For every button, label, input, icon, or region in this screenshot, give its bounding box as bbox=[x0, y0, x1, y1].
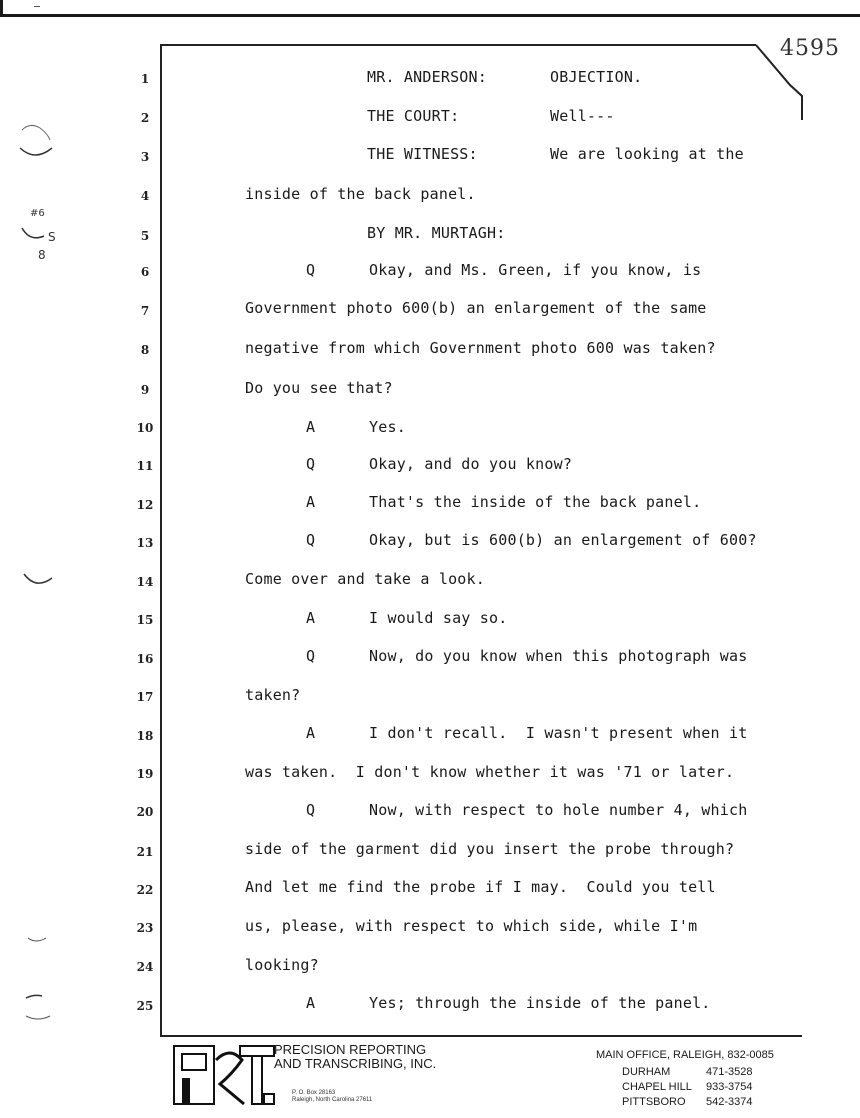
firm-name-line2: AND TRANSCRIBING, INC. bbox=[274, 1056, 437, 1071]
line-number: 20 bbox=[136, 805, 154, 819]
line-number: 7 bbox=[140, 304, 150, 318]
qa-marker: A bbox=[306, 418, 316, 436]
line-text: Now, do you know when this photograph was bbox=[369, 647, 748, 665]
line-number: 24 bbox=[136, 960, 154, 974]
office-phone: 933-3754 bbox=[706, 1081, 753, 1093]
qa-marker: Q bbox=[306, 647, 316, 665]
line-text: side of the garment did you insert the probe through? bbox=[245, 840, 735, 858]
line-text: We are looking at the bbox=[550, 145, 744, 163]
line-number: 9 bbox=[140, 383, 150, 397]
line-text: Okay, but is 600(b) an enlargement of 600? bbox=[369, 531, 757, 549]
line-text: And let me find the probe if I may. Could you tell bbox=[245, 878, 716, 896]
margin-mark-hash: #6 bbox=[30, 208, 45, 219]
line-number: 8 bbox=[140, 343, 150, 357]
line-text: Come over and take a look. bbox=[245, 570, 485, 588]
office-phone: 542-3374 bbox=[706, 1096, 753, 1108]
line-text: Do you see that? bbox=[245, 379, 393, 397]
page-number: 4595 bbox=[780, 36, 840, 61]
line-number: 15 bbox=[136, 613, 154, 627]
line-number: 14 bbox=[136, 575, 154, 589]
line-number: 25 bbox=[136, 999, 154, 1013]
line-text: Now, with respect to hole number 4, which bbox=[369, 801, 748, 819]
line-text: Well--- bbox=[550, 107, 615, 125]
speaker-label: THE COURT: bbox=[367, 107, 460, 125]
line-number: 18 bbox=[136, 729, 154, 743]
office-city: PITTSBORO bbox=[622, 1096, 686, 1108]
line-text: Yes. bbox=[369, 418, 406, 436]
firm-address-line1: P. O. Box 28163 bbox=[292, 1090, 336, 1096]
line-number: 6 bbox=[140, 265, 150, 279]
line-text: taken? bbox=[245, 686, 301, 704]
line-text: inside of the back panel. bbox=[245, 185, 476, 203]
line-number: 2 bbox=[140, 111, 150, 125]
main-office: MAIN OFFICE, RALEIGH, 832-0085 bbox=[596, 1049, 774, 1061]
qa-marker: Q bbox=[306, 531, 316, 549]
line-text: looking? bbox=[245, 956, 319, 974]
firm-name bbox=[274, 1043, 436, 1071]
line-text: us, please, with respect to which side, while I'm bbox=[245, 917, 698, 935]
firm-address-line2: Raleigh, North Carolina 27611 bbox=[292, 1097, 373, 1103]
frame-folded-corner bbox=[0, 0, 860, 120]
line-text: Okay, and do you know? bbox=[369, 455, 573, 473]
margin-mark-8: 8 bbox=[38, 248, 46, 262]
line-text: Government photo 600(b) an enlargement of the same bbox=[245, 299, 707, 317]
line-number: 11 bbox=[136, 459, 154, 473]
line-number: 22 bbox=[136, 883, 154, 897]
line-number: 19 bbox=[136, 767, 154, 781]
qa-marker: Q bbox=[306, 801, 316, 819]
line-text: OBJECTION. bbox=[550, 68, 643, 86]
line-text: negative from which Government photo 600 was taken? bbox=[245, 339, 716, 357]
line-number: 4 bbox=[140, 189, 150, 203]
office-phone: 471-3528 bbox=[706, 1066, 753, 1078]
line-number: 23 bbox=[136, 921, 154, 935]
line-text: That's the inside of the back panel. bbox=[369, 493, 702, 511]
qa-marker: A bbox=[306, 724, 316, 742]
office-city: DURHAM bbox=[622, 1066, 671, 1078]
speaker-label: THE WITNESS: bbox=[367, 145, 478, 163]
line-text: Okay, and Ms. Green, if you know, is bbox=[369, 261, 702, 279]
firm-name-line1: PRECISION REPORTING bbox=[274, 1042, 427, 1057]
margin-scribbles bbox=[0, 0, 80, 1118]
qa-marker: A bbox=[306, 609, 316, 627]
line-number: 10 bbox=[136, 421, 154, 435]
line-number: 21 bbox=[136, 845, 154, 859]
line-text: I don't recall. I wasn't present when it bbox=[369, 724, 748, 742]
firm-logo bbox=[172, 1040, 276, 1110]
line-text: was taken. I don't know whether it was '71 or later. bbox=[245, 763, 735, 781]
speaker-label: BY MR. MURTAGH: bbox=[367, 224, 506, 242]
office-city: CHAPEL HILL bbox=[622, 1081, 692, 1093]
line-text: I would say so. bbox=[369, 609, 508, 627]
line-number: 3 bbox=[140, 150, 150, 164]
speaker-label: MR. ANDERSON: bbox=[367, 68, 487, 86]
line-number: 1 bbox=[140, 72, 150, 86]
line-number: 12 bbox=[136, 498, 154, 512]
firm-address bbox=[292, 1090, 372, 1104]
line-number: 17 bbox=[136, 690, 154, 704]
qa-marker: Q bbox=[306, 261, 316, 279]
line-text: Yes; through the inside of the panel. bbox=[369, 994, 711, 1012]
qa-marker: A bbox=[306, 493, 316, 511]
qa-marker: Q bbox=[306, 455, 316, 473]
qa-marker: A bbox=[306, 994, 316, 1012]
line-number: 16 bbox=[136, 652, 154, 666]
line-number: 5 bbox=[140, 229, 150, 243]
line-number: 13 bbox=[136, 536, 154, 550]
margin-mark-s: S bbox=[48, 230, 56, 244]
